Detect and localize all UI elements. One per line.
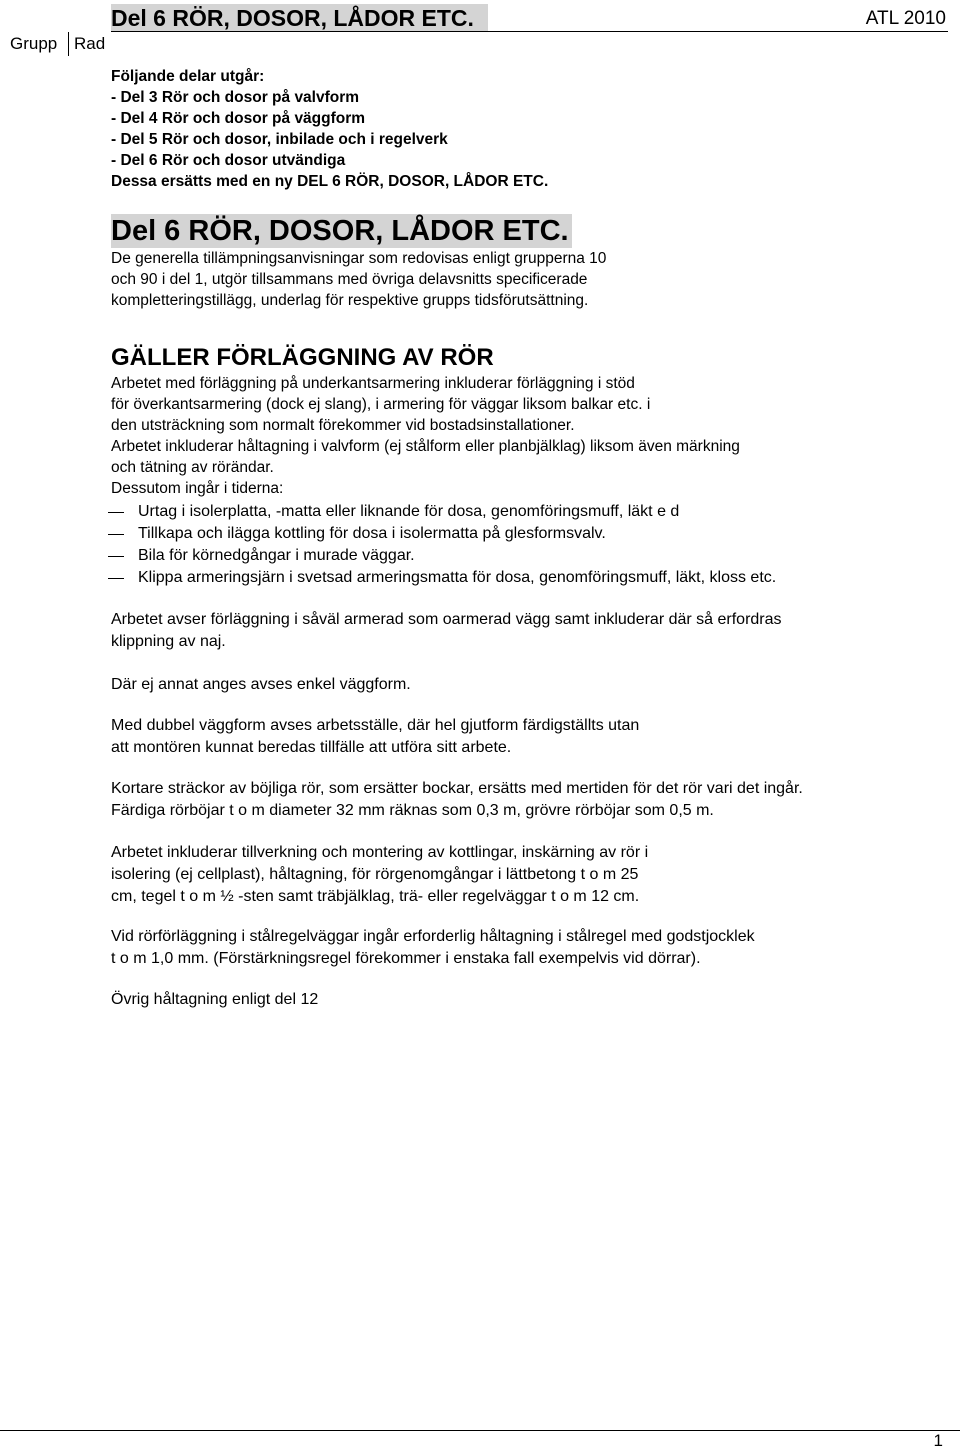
paragraph-line: Vid rörförläggning i stålregelväggar ingår erforderlig håltagning i stålregel med godstjocklek [111, 928, 755, 945]
paragraph-enkel-vaggform [111, 674, 411, 696]
section-heading: Del 6 RÖR, DOSOR, LÅDOR ETC. [111, 214, 572, 248]
paragraph-line: Arbetet inkluderar tillverkning och montering av kottlingar, inskärning av rör i [111, 844, 649, 861]
paragraph-kottlingar [111, 842, 648, 908]
dash-icon [108, 578, 124, 579]
list-item-text: Bila för körnedgångar i murade väggar. [138, 547, 415, 564]
paragraph-line: Övrig håltagning enligt del 12 [111, 991, 319, 1008]
paragraph-line: Där ej annat anges avses enkel väggform. [111, 676, 411, 693]
paragraph-line: Arbetet avser förläggning i såväl armerad som oarmerad vägg samt inkluderar där så erfordras [111, 611, 782, 628]
galler-line: Arbetet inkluderar håltagning i valvform (ej stålform eller planbjälklag) liksom även märkning [111, 438, 740, 455]
header-divider [111, 31, 948, 32]
column-separator [68, 32, 69, 56]
paragraph-stalregel [111, 926, 755, 970]
dash-icon [108, 534, 124, 535]
intro-line: Följande delar utgår: [111, 68, 265, 85]
paragraph-line: klippning av naj. [111, 633, 226, 650]
galler-line: och tätning av rörändar. [111, 459, 274, 476]
intro-line: Dessa ersätts med en ny DEL 6 RÖR, DOSOR, LÅDOR ETC. [111, 173, 549, 190]
list-item-text: Urtag i isolerplatta, -matta eller liknande för dosa, genomföringsmuff, läkt e d [138, 503, 680, 520]
general-line: och 90 i del 1, utgör tillsammans med övriga delavsnitts specificerade [111, 271, 588, 288]
document-header-year: ATL 2010 [865, 8, 946, 29]
paragraph-line: Färdiga rörböjar t o m diameter 32 mm räknas som 0,3 m, grövre rörböjar som 0,5 m. [111, 802, 714, 819]
list-item-text: Klippa armeringsjärn i svetsad armeringsmatta för dosa, genomföringsmuff, läkt, kloss etc. [138, 569, 777, 586]
paragraph-boejliga-ror [111, 778, 803, 822]
dash-icon [108, 556, 124, 557]
galler-body [111, 373, 740, 499]
paragraph-line: isolering (ej cellplast), håltagning, för rörgenomgångar i lättbetong t o m 25 [111, 866, 639, 883]
general-line: De generella tillämpningsanvisningar som redovisas enligt grupperna 10 [111, 250, 607, 267]
column-label-grupp: Grupp [10, 34, 58, 53]
galler-line: den utsträckning som normalt förekommer vid bostadsinstallationer. [111, 417, 575, 434]
general-instructions [111, 248, 606, 311]
intro-line: - Del 4 Rör och dosor på väggform [111, 110, 366, 127]
dash-icon [108, 512, 124, 513]
galler-heading: GÄLLER FÖRLÄGGNING AV RÖR [111, 344, 494, 371]
paragraph-ovrig-haltagning [111, 989, 318, 1011]
paragraph-dubbel-vaggform [111, 715, 639, 759]
galler-line: för överkantsarmering (dock ej slang), i armering för väggar liksom balkar etc. i [111, 396, 651, 413]
intro-line: - Del 6 Rör och dosor utvändiga [111, 152, 346, 169]
galler-line: Dessutom ingår i tiderna: [111, 480, 284, 497]
paragraph-forlaggning [111, 609, 782, 653]
list-item-text: Tillkapa och ilägga kottling för dosa i isolermatta på glesformsvalv. [138, 525, 606, 542]
paragraph-line: cm, tegel t o m ½ -sten samt träbjälklag, trä- eller regelväggar t o m 12 cm. [111, 888, 640, 905]
intro-line: - Del 3 Rör och dosor på valvform [111, 89, 360, 106]
document-header-title: Del 6 RÖR, DOSOR, LÅDOR ETC. [111, 4, 488, 32]
general-line: kompletteringstillägg, underlag för respektive grupps tidsförutsättning. [111, 292, 589, 309]
intro-block [111, 66, 548, 192]
intro-line: - Del 5 Rör och dosor, inbilade och i regelverk [111, 131, 448, 148]
paragraph-line: t o m 1,0 mm. (Förstärkningsregel förekommer i enstaka fall exempelvis vid dörrar). [111, 950, 701, 967]
galler-line: Arbetet med förläggning på underkantsarmering inkluderar förläggning i stöd [111, 375, 635, 392]
page-number: 1 [933, 1431, 943, 1450]
paragraph-line: att montören kunnat beredas tillfälle att utföra sitt arbete. [111, 739, 512, 756]
paragraph-line: Kortare sträckor av böjliga rör, som ersätter bockar, ersätts med mertiden för det rör vari det ingår. [111, 780, 803, 797]
paragraph-line: Med dubbel väggform avses arbetsställe, där hel gjutform färdigställts utan [111, 717, 640, 734]
column-label-rad: Rad [74, 34, 106, 53]
footer-divider [0, 1430, 960, 1431]
